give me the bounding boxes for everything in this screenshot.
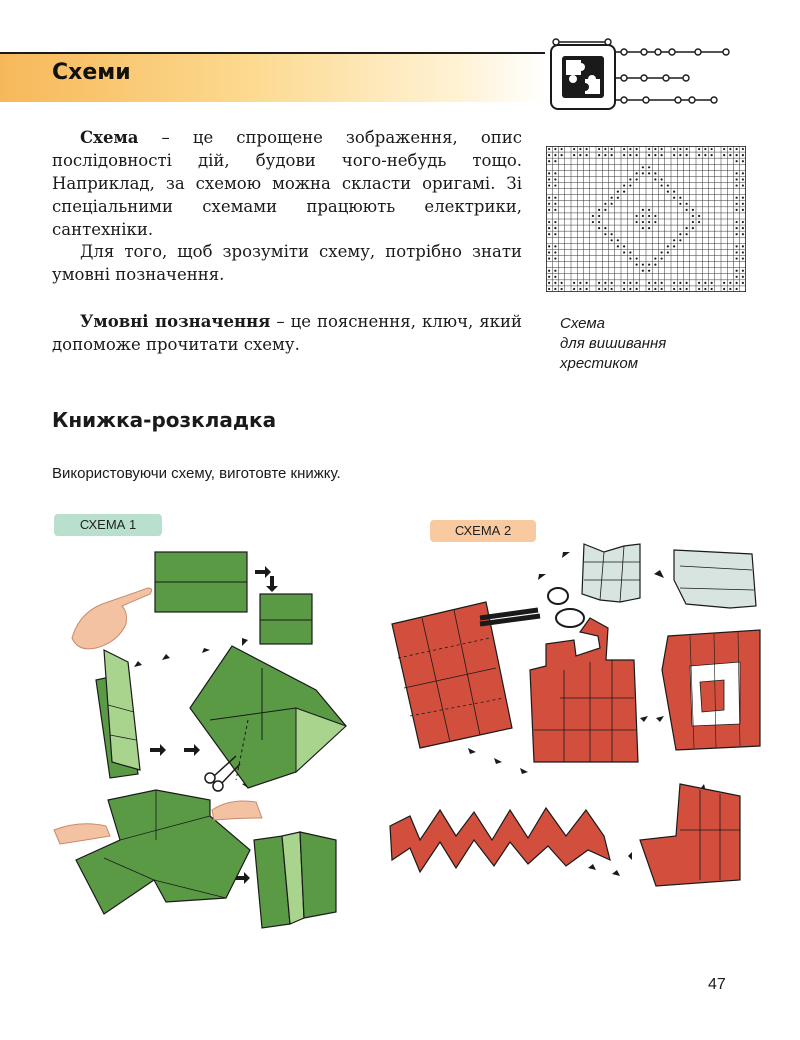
figure-caption xyxy=(560,314,740,374)
page-number: 47 xyxy=(708,976,726,993)
definition-schema xyxy=(52,126,522,241)
green-book-step-6 xyxy=(254,832,336,928)
green-sheet-step-2 xyxy=(260,594,312,644)
scheme-illustrations xyxy=(0,540,800,940)
green-sheet-step-3 xyxy=(190,646,346,788)
caption-line-1: Схема xyxy=(560,315,605,332)
green-book-step-4 xyxy=(96,650,140,778)
definition-legend-text: – це пояснення, ключ, який допоможе прочитати схему. xyxy=(52,312,522,354)
activity-instruction: Використовуючи схему, виготовте книжку. xyxy=(52,465,341,482)
red-accordion-book-step-7 xyxy=(390,808,610,872)
term-legend: Умовні позначення xyxy=(80,312,271,331)
scheme-1-badge: СХЕМА 1 xyxy=(54,514,162,536)
scheme-2-badge: СХЕМА 2 xyxy=(430,520,536,542)
caption-line-3: хрестиком xyxy=(560,355,639,372)
scheme-2-illustration xyxy=(390,544,760,886)
definition-legend xyxy=(52,310,522,356)
pointing-hand-icon xyxy=(72,588,152,649)
grey-sheet-step-1 xyxy=(674,550,756,608)
term-schema: Схема xyxy=(80,128,139,147)
caption-line-2: для вишивання xyxy=(560,335,667,352)
scheme-1-illustration xyxy=(54,552,346,928)
red-spiral-step-4 xyxy=(530,618,638,762)
section-title: Схеми xyxy=(52,60,131,85)
paragraph-symbols-needed xyxy=(52,240,522,286)
green-star-step-5 xyxy=(54,790,262,914)
red-zigzag-step-6 xyxy=(640,784,740,886)
cross-stitch-scheme-image xyxy=(546,146,746,292)
activity-title: Книжка-розкладка xyxy=(52,408,277,432)
green-sheet-step-1 xyxy=(155,552,247,612)
definition-schema-text: – це спрощене зображення, опис послідовності дій, будови чого-небудь тощо. Наприклад, за схемою можна скласти оригамі. Зі спеціальними схемами працюють електрики, сантехніки. xyxy=(52,128,522,239)
red-folded-spiral-step-5 xyxy=(662,630,760,750)
circuit-lines-decoration xyxy=(548,38,748,108)
paragraph-symbols-text: Для того, щоб зрозуміти схему, потрібно знати умовні позначення. xyxy=(52,242,522,284)
scissors-large-icon xyxy=(480,588,584,627)
grey-sheet-step-2 xyxy=(582,544,640,602)
